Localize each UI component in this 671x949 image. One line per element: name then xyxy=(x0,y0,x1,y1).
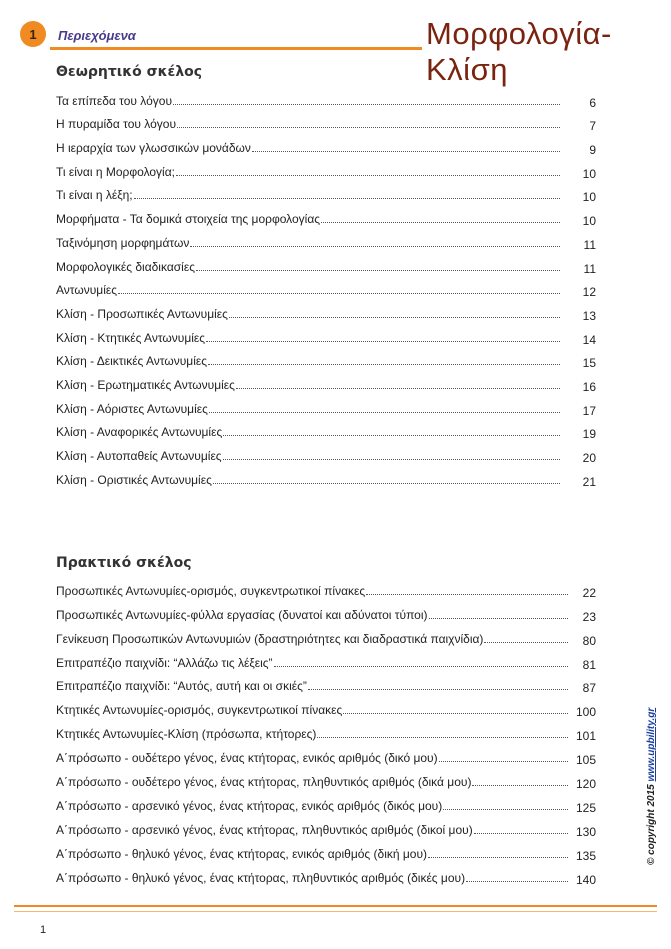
toc-entry-label: Η ιεραρχία των γλωσσικών μονάδων xyxy=(56,141,251,156)
toc-entry-label: Επιτραπέζιο παιχνίδι: “Αυτός, αυτή και οι σκιές” xyxy=(56,679,307,694)
toc-entry-label: Κλίση - Κτητικές Αντωνυμίες xyxy=(56,330,206,345)
toc-entry[interactable] xyxy=(56,602,596,626)
toc-entry-page: 11 xyxy=(583,261,596,276)
toc-entry-label: Κτητικές Αντωνυμίες-ορισμός, συγκεντρωτικοί πίνακες xyxy=(56,703,343,718)
toc-entry[interactable] xyxy=(56,88,596,112)
toc-entry-label: Επιτραπέζιο παιχνίδι: “Αλλάζω τις λέξεις” xyxy=(56,655,273,670)
dot-leader xyxy=(343,705,568,714)
toc-entry-page: 7 xyxy=(589,119,596,134)
toc-entry-page: 10 xyxy=(582,166,596,181)
header-section-label: Περιεχόμενα xyxy=(58,28,136,43)
dot-leader xyxy=(484,634,568,643)
toc-entry-page: 101 xyxy=(575,729,596,744)
toc-entry-label: Κλίση - Αυτοπαθείς Αντωνυμίες xyxy=(56,449,222,463)
toc-entry-page: 105 xyxy=(575,753,596,768)
toc-entry-page: 20 xyxy=(582,451,596,465)
toc-entry-label: Κλίση - Ερωτηματικές Αντωνυμίες xyxy=(56,377,235,392)
toc-entry-page: 16 xyxy=(582,379,596,394)
dot-leader xyxy=(274,658,568,667)
toc-entry-page: 135 xyxy=(575,848,596,863)
dot-leader xyxy=(439,753,568,762)
toc-entry[interactable] xyxy=(56,769,596,793)
toc-entry-label: Η πυραμίδα του λόγου xyxy=(56,117,177,132)
toc-entry-page: 80 xyxy=(582,633,596,648)
toc-entry-page: 13 xyxy=(582,308,596,323)
dot-leader xyxy=(321,214,560,223)
dot-leader xyxy=(177,119,560,128)
copyright-notice xyxy=(646,705,660,865)
dot-leader xyxy=(118,285,560,294)
dot-leader xyxy=(366,586,568,595)
toc-entry-label: Αντωνυμίες xyxy=(56,283,118,298)
toc-entry-label: Προσωπικές Αντωνυμίες-φύλλα εργασίας (δυνατοί και αδύνατοι τύποι) xyxy=(56,607,428,622)
toc-entry-page: 125 xyxy=(575,800,596,815)
toc-list-practice xyxy=(56,578,596,889)
dot-leader xyxy=(317,729,568,738)
toc-entry-label: Κλίση - Προσωπικές Αντωνυμίες xyxy=(56,306,228,321)
toc-entry-page: 130 xyxy=(575,824,596,839)
footer-rule-thin xyxy=(14,911,657,912)
toc-entry-page: 87 xyxy=(582,681,596,696)
dot-leader xyxy=(209,404,560,413)
dot-leader xyxy=(173,96,560,105)
toc-entry[interactable] xyxy=(56,112,596,136)
dot-leader xyxy=(206,333,560,342)
toc-entry-label: Γενίκευση Προσωπικών Αντωνυμιών (δραστηριότητες και διαδραστικά παιχνίδια) xyxy=(56,631,484,646)
toc-entry[interactable] xyxy=(56,745,596,769)
toc-entry[interactable] xyxy=(56,183,596,207)
toc-entry-page: 9 xyxy=(589,143,596,158)
toc-entry[interactable] xyxy=(56,349,596,373)
toc-entry-page: 120 xyxy=(575,777,596,792)
toc-entry[interactable] xyxy=(56,674,596,698)
toc-entry-page: 10 xyxy=(582,190,596,205)
toc-entry-label: Α΄πρόσωπο - θηλυκό γένος, ένας κτήτορας, πληθυντικός αριθμός (δικές μου) xyxy=(56,870,466,885)
toc-entry-page: 100 xyxy=(575,705,596,720)
toc-entry-label: Α΄πρόσωπο - ουδέτερο γένος, ένας κτήτορας, ενικός αριθμός (δικό μου) xyxy=(56,751,438,766)
toc-entry-label: Τι είναι η Μορφολογία; xyxy=(56,164,175,179)
dot-leader xyxy=(429,610,568,619)
dot-leader xyxy=(443,801,568,810)
toc-entry-page: 17 xyxy=(582,403,596,418)
toc-entry[interactable] xyxy=(56,135,596,159)
dot-leader xyxy=(223,451,560,460)
toc-entry[interactable] xyxy=(56,817,596,841)
dot-leader xyxy=(428,849,568,858)
dot-leader xyxy=(236,380,560,389)
toc-entry-page: 11 xyxy=(583,237,596,252)
toc-entry-label: Α΄πρόσωπο - ουδέτερο γένος, ένας κτήτορας, πληθυντικός αριθμός (δικά μου) xyxy=(56,775,472,790)
toc-entry-label: Μορφολογικές διαδικασίες xyxy=(56,259,195,274)
toc-entry[interactable] xyxy=(56,159,596,183)
dot-leader xyxy=(474,825,568,834)
toc-entry[interactable] xyxy=(56,301,596,325)
dot-leader xyxy=(223,427,560,436)
toc-entry-page: 81 xyxy=(582,657,596,672)
header-rule xyxy=(50,47,422,50)
toc-entry[interactable] xyxy=(56,278,596,302)
toc-entry[interactable] xyxy=(56,372,596,396)
toc-entry[interactable] xyxy=(56,420,596,444)
toc-entry-label: Κτητικές Αντωνυμίες-Κλίση (πρόσωπα, κτήτορες) xyxy=(56,727,317,742)
section-title-theory: Θεωρητικό σκέλος xyxy=(56,64,203,80)
toc-entry-page: 12 xyxy=(582,285,596,300)
toc-entry-label: Τα επίπεδα του λόγου xyxy=(56,93,173,108)
dot-leader xyxy=(252,143,560,152)
toc-entry[interactable] xyxy=(56,865,596,889)
dot-leader xyxy=(466,873,568,882)
toc-entry[interactable] xyxy=(56,650,596,674)
toc-entry-page: 23 xyxy=(582,609,596,624)
toc-entry-page: 22 xyxy=(582,585,596,600)
dot-leader xyxy=(229,309,560,318)
toc-entry-page: 14 xyxy=(582,332,596,347)
toc-entry-page: 19 xyxy=(582,427,596,442)
toc-entry-page: 6 xyxy=(589,95,596,110)
toc-entry-label: Κλίση - Αναφορικές Αντωνυμίες xyxy=(56,425,223,440)
toc-entry-label: Α΄πρόσωπο - αρσενικό γένος, ένας κτήτορας, πληθυντικός αριθμός (δικοί μου) xyxy=(56,822,473,837)
toc-entry[interactable] xyxy=(56,578,596,602)
toc-entry-label: Τι είναι η λέξη; xyxy=(56,188,133,203)
toc-entry[interactable] xyxy=(56,697,596,721)
toc-entry[interactable] xyxy=(56,396,596,420)
toc-entry-page: 21 xyxy=(582,474,596,489)
toc-entry-label: Κλίση - Αόριστες Αντωνυμίες xyxy=(56,401,208,416)
toc-entry-page: 10 xyxy=(582,214,596,229)
dot-leader xyxy=(190,238,560,247)
toc-entry-label: Α΄πρόσωπο - θηλυκό γένος, ένας κτήτορας, ενικός αριθμός (δική μου) xyxy=(56,846,428,861)
toc-entry[interactable] xyxy=(56,626,596,650)
dot-leader xyxy=(208,356,560,365)
footer-rule xyxy=(14,905,657,907)
toc-entry[interactable] xyxy=(56,793,596,817)
page-number-badge: 1 xyxy=(20,21,46,47)
dot-leader xyxy=(472,777,568,786)
toc-entry[interactable] xyxy=(56,230,596,254)
toc-entry[interactable] xyxy=(56,254,596,278)
footer-page-number: 1 xyxy=(40,924,47,936)
toc-entry-label: Κλίση - Οριστικές Αντωνυμίες xyxy=(56,472,212,487)
toc-entry-page: 140 xyxy=(575,872,596,887)
dot-leader xyxy=(213,475,560,484)
copyright-link[interactable]: www.upbility.gr xyxy=(646,707,657,782)
toc-entry-label: Ταξινόμηση μορφημάτων xyxy=(56,235,190,250)
toc-entry-label: Α΄πρόσωπο - αρσενικό γένος, ένας κτήτορας, ενικός αριθμός (δικός μου) xyxy=(56,798,443,813)
dot-leader xyxy=(308,681,568,690)
toc-entry[interactable] xyxy=(56,206,596,230)
section-title-practice: Πρακτικό σκέλος xyxy=(56,555,192,571)
copyright-text: © copyright 2015 xyxy=(646,784,657,865)
toc-entry[interactable] xyxy=(56,325,596,349)
toc-entry[interactable] xyxy=(56,443,596,467)
dot-leader xyxy=(176,167,560,176)
document-title: Μορφολογία-Κλίση xyxy=(426,16,612,87)
toc-entry[interactable] xyxy=(56,721,596,745)
toc-entry-label: Προσωπικές Αντωνυμίες-ορισμός, συγκεντρωτικοί πίνακες xyxy=(56,583,366,598)
toc-entry-label: Μορφήματα - Τα δομικά στοιχεία της μορφολογίας xyxy=(56,212,321,227)
toc-entry[interactable] xyxy=(56,467,596,491)
dot-leader xyxy=(134,190,560,199)
toc-entry-label: Κλίση - Δεικτικές Αντωνυμίες xyxy=(56,354,207,369)
toc-entry[interactable] xyxy=(56,841,596,865)
toc-list-theory xyxy=(56,88,596,491)
dot-leader xyxy=(196,262,560,271)
toc-entry-page: 15 xyxy=(582,356,596,371)
